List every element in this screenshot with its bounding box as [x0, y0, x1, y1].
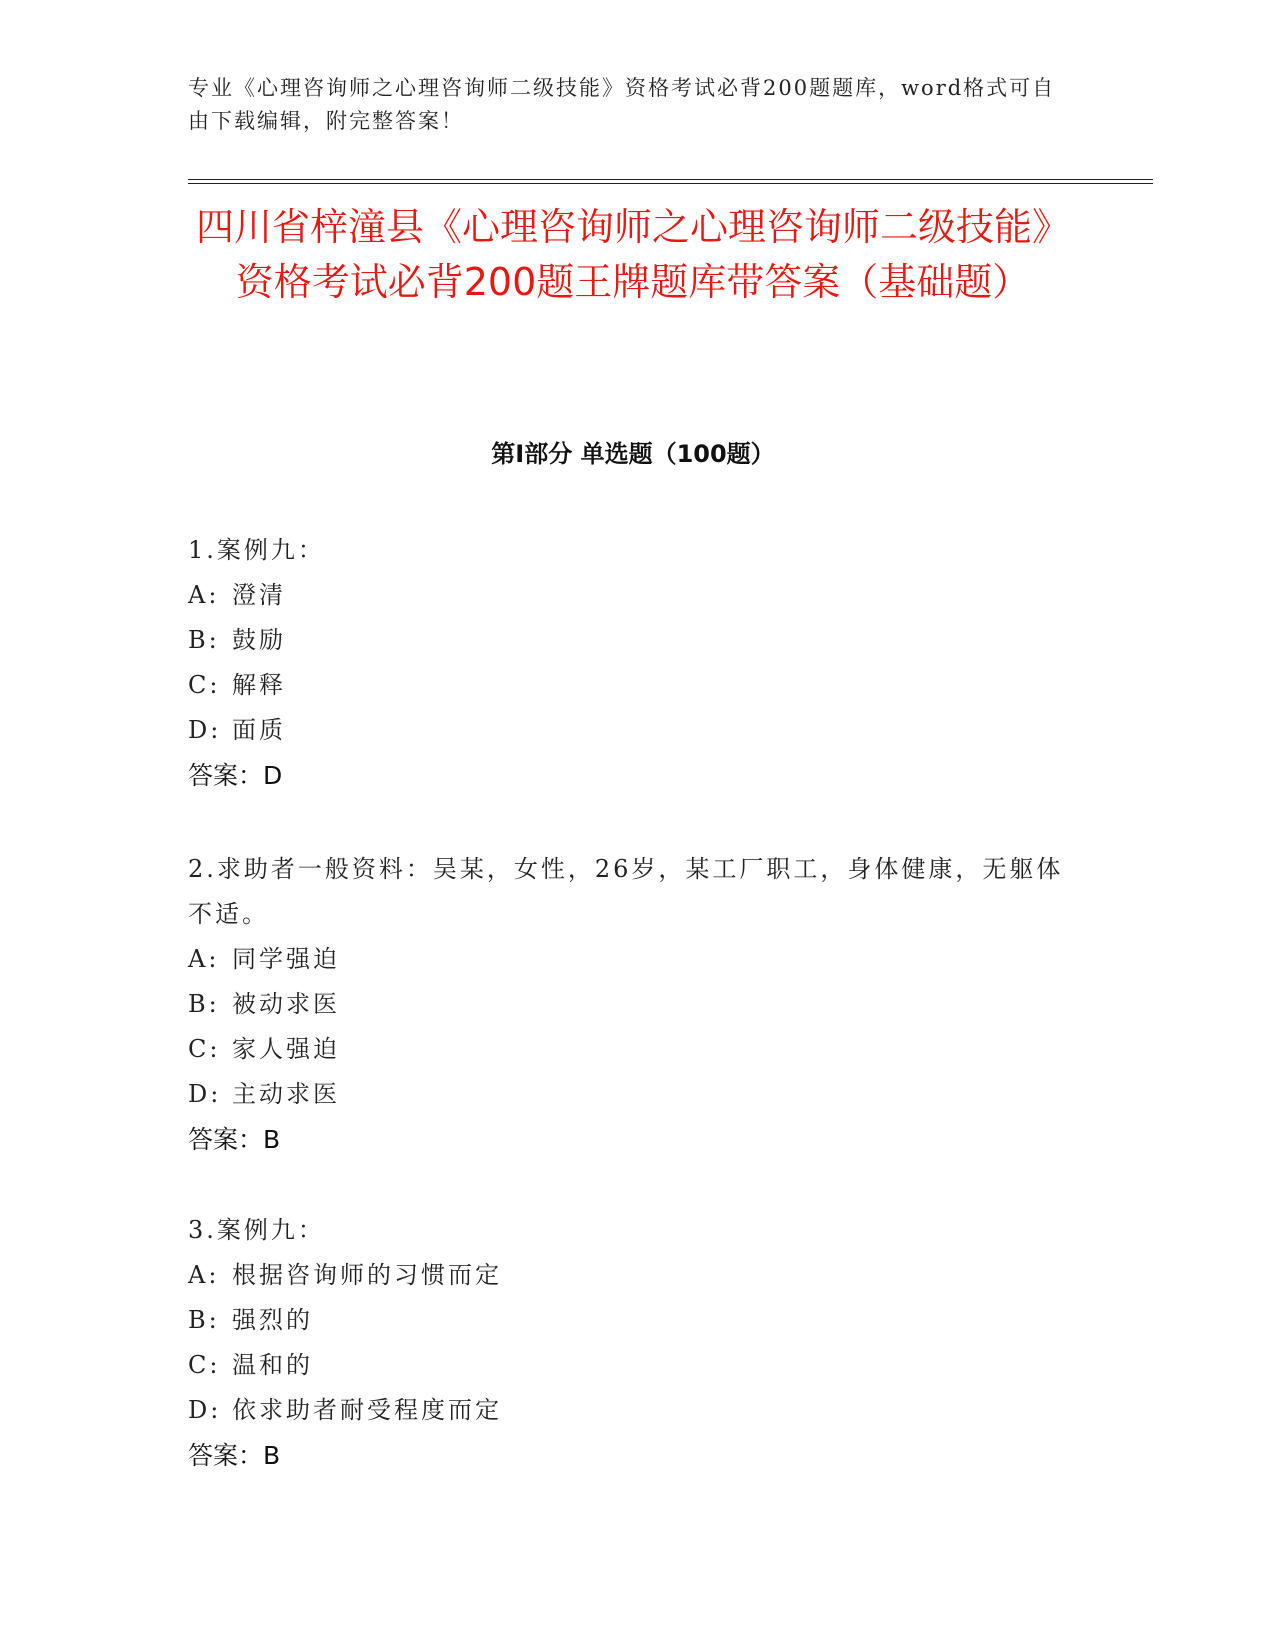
option-text: 被动求医: [232, 990, 340, 1018]
answer-value: D: [263, 761, 283, 790]
option-key: A:: [188, 945, 220, 973]
option-key: A:: [188, 1261, 220, 1289]
option-key: C:: [188, 671, 221, 699]
option-text: 强烈的: [232, 1306, 313, 1334]
question-1: [188, 528, 1068, 798]
option-key: B:: [188, 626, 220, 654]
question-stem: 1.案例九：: [188, 536, 325, 564]
answer-line: [188, 1433, 1068, 1478]
answer-prefix: 答案：: [188, 1125, 264, 1154]
option-key: C:: [188, 1351, 221, 1379]
section-heading: 第I部分 单选题（100题）: [491, 440, 775, 468]
option-b: [188, 1298, 1068, 1343]
option-text: 主动求医: [232, 1080, 340, 1108]
option-a: [188, 937, 1068, 982]
option-b: [188, 618, 1068, 663]
option-key: C:: [188, 1035, 221, 1063]
option-a: [188, 573, 1068, 618]
question-3: [188, 1208, 1068, 1478]
option-b: [188, 982, 1068, 1027]
option-text: 温和的: [232, 1351, 313, 1379]
option-key: D:: [188, 716, 222, 744]
option-c: [188, 1027, 1068, 1072]
answer-prefix: 答案：: [188, 1441, 264, 1470]
option-text: 面质: [232, 716, 286, 744]
option-d: [188, 1072, 1068, 1117]
option-d: [188, 1388, 1068, 1433]
option-text: 同学强迫: [232, 945, 340, 973]
option-key: A:: [188, 581, 220, 609]
option-c: [188, 663, 1068, 708]
option-a: [188, 1253, 1068, 1298]
question-stem: 2.求助者一般资料：吴某，女性，26岁，某工厂职工，身体健康，无躯体不适。: [188, 855, 1064, 928]
option-key: B:: [188, 990, 220, 1018]
document-title: 四川省梓潼县《心理咨询师之心理咨询师二级技能》资格考试必背200题王牌题库带答案（基础题）: [195, 205, 1070, 304]
option-text: 家人强迫: [232, 1035, 340, 1063]
question-2: [188, 847, 1068, 1162]
option-text: 鼓励: [232, 626, 286, 654]
answer-value: B: [263, 1125, 281, 1154]
answer-value: B: [263, 1441, 281, 1470]
option-text: 解释: [232, 671, 286, 699]
answer-line: [188, 753, 1068, 798]
option-text: 澄清: [232, 581, 286, 609]
header-note: 专业《心理咨询师之心理咨询师二级技能》资格考试必背200题题库，word格式可自由下载编辑，附完整答案！: [188, 76, 1056, 133]
option-d: [188, 708, 1068, 753]
option-key: B:: [188, 1306, 220, 1334]
header-rule-top: [188, 179, 1153, 180]
option-text: 根据咨询师的习惯而定: [232, 1261, 502, 1289]
answer-line: [188, 1117, 1068, 1162]
answer-prefix: 答案：: [188, 761, 264, 790]
option-key: D:: [188, 1080, 222, 1108]
option-text: 依求助者耐受程度而定: [232, 1396, 502, 1424]
header-rule-bottom: [188, 183, 1153, 184]
question-stem: 3.案例九：: [188, 1216, 325, 1244]
option-key: D:: [188, 1396, 222, 1424]
option-c: [188, 1343, 1068, 1388]
